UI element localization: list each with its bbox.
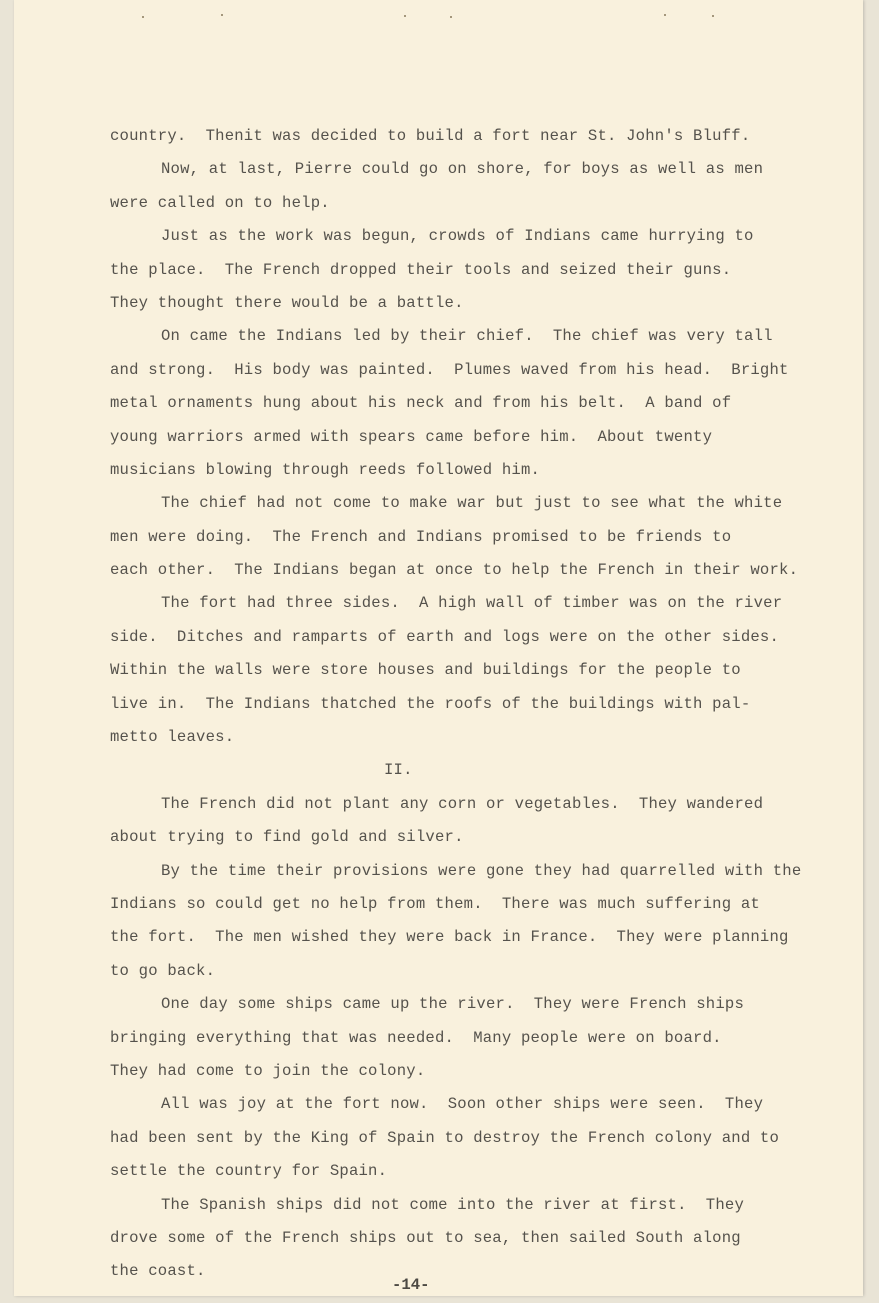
text-line: were called on to help. [110,193,330,212]
typewritten-page [14,0,863,1296]
body-text [110,120,850,1289]
text-line: bringing everything that was needed. Many people were on board. [110,1028,722,1047]
text-line: metto leaves. [110,728,235,747]
text-line: Indians so could get no help from them. There was much suffering at [110,894,760,913]
text-line: The chief had not come to make war but just to see what the white [161,494,783,513]
text-line: musicians blowing through reeds followed him. [110,460,541,479]
text-line: The fort had three sides. A high wall of timber was on the river [161,594,783,613]
text-line: On came the Indians led by their chief. The chief was very tall [161,327,773,346]
page-number: -14- [392,1276,430,1294]
section-heading: II. [384,761,413,780]
text-line: and strong. His body was painted. Plumes waved from his head. Bright [110,360,789,379]
paper-speck [142,16,144,18]
text-line: each other. The Indians began at once to help the French in their work. [110,561,799,580]
text-line: the place. The French dropped their tools and seized their guns. [110,260,732,279]
text-line: One day some ships came up the river. They were French ships [161,995,745,1014]
text-line: Just as the work was begun, crowds of Indians came hurrying to [161,227,754,246]
text-line: The French did not plant any corn or vegetables. They wandered [161,794,764,813]
text-line: the fort. The men wished they were back in France. They were planning [110,928,789,947]
text-line: They thought there would be a battle. [110,293,464,312]
paper-speck [404,15,406,17]
text-line: had been sent by the King of Spain to destroy the French colony and to [110,1128,780,1147]
text-line: Within the walls were store houses and buildings for the people to [110,661,741,680]
text-line: All was joy at the fort now. Soon other ships were seen. They [161,1095,764,1114]
text-line: By the time their provisions were gone they had quarrelled with the [161,861,802,880]
text-line: settle the country for Spain. [110,1162,388,1181]
text-line: side. Ditches and ramparts of earth and logs were on the other sides. [110,627,780,646]
paper-speck [221,14,223,16]
text-line: about trying to find gold and silver. [110,828,464,847]
text-line: young warriors armed with spears came before him. About twenty [110,427,713,446]
paper-speck [664,14,666,16]
text-line: country. Thenit was decided to build a fort near St. John's Bluff. [110,127,751,145]
text-line: metal ornaments hung about his neck and from his belt. A band of [110,394,732,413]
text-line: Now, at last, Pierre could go on shore, for boys as well as men [161,160,764,179]
text-line: live in. The Indians thatched the roofs of the buildings with pal- [110,694,751,713]
paper-speck [712,15,714,17]
text-line: The Spanish ships did not come into the river at first. They [161,1195,745,1214]
text-line: drove some of the French ships out to sea, then sailed South along [110,1228,741,1247]
text-line: men were doing. The French and Indians promised to be friends to [110,527,732,546]
paper-speck [450,16,452,18]
text-line: to go back. [110,961,216,980]
text-line: They had come to join the colony. [110,1061,426,1080]
text-line: the coast. [110,1262,206,1281]
